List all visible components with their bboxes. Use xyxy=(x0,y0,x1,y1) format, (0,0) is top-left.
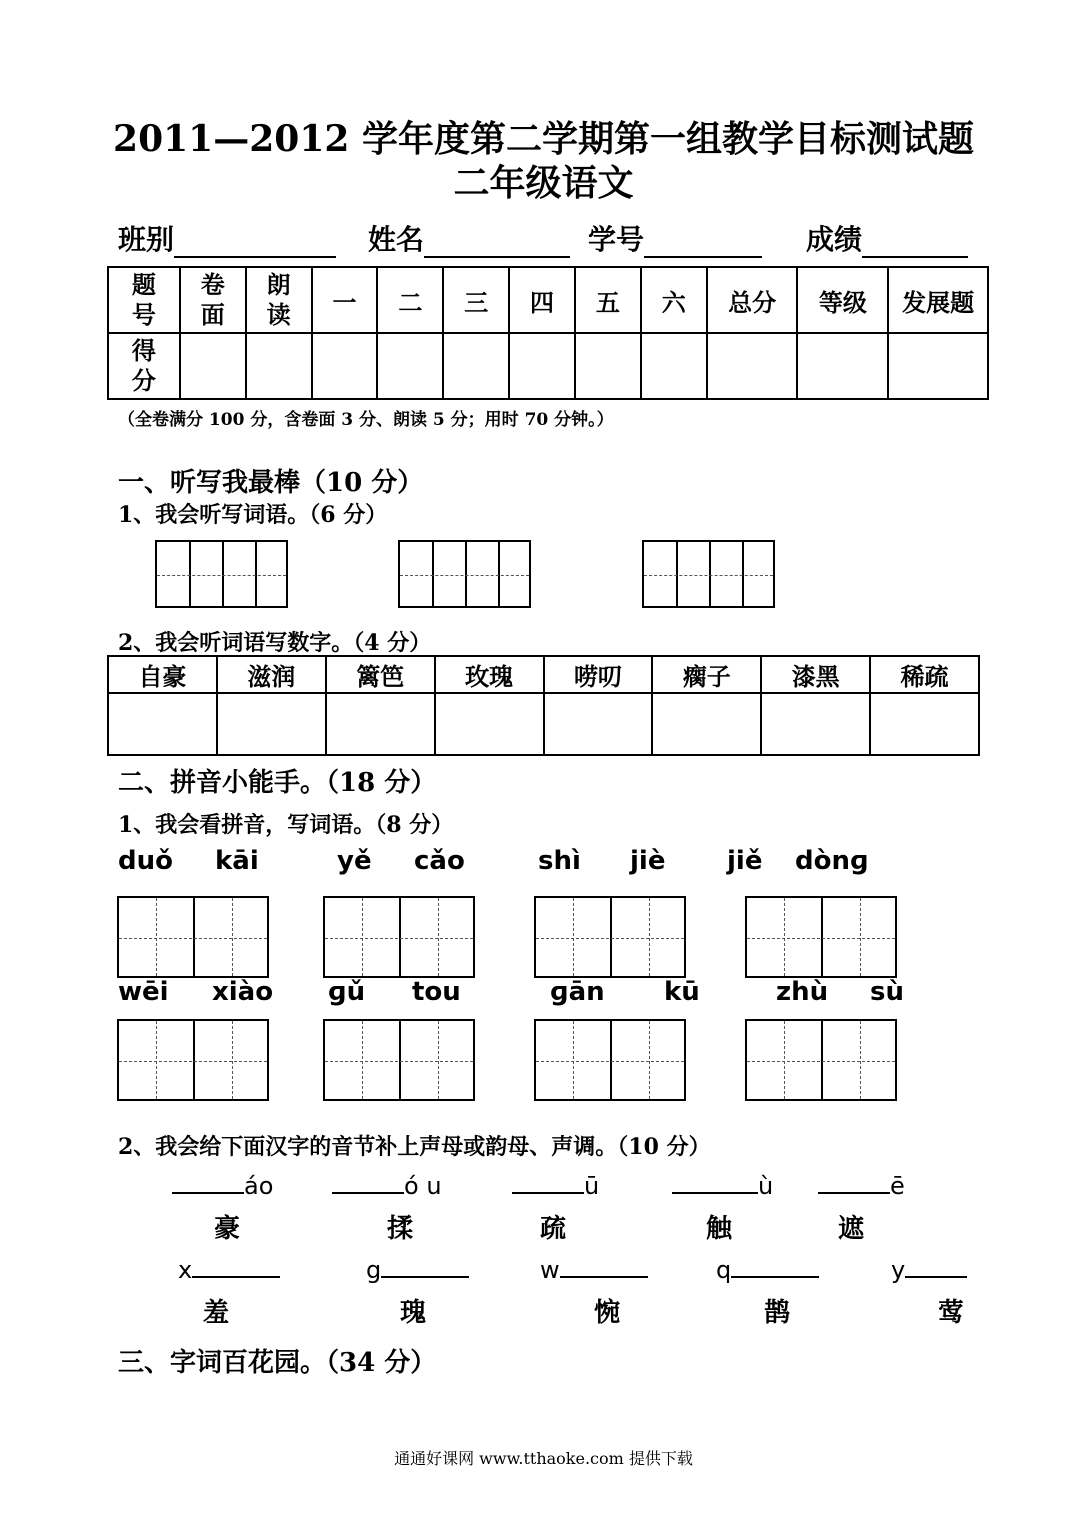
syllable-suffix: ū xyxy=(584,1172,600,1200)
tian-ge-box[interactable] xyxy=(323,896,475,978)
section1-q2: 2、我会听词语写数字。（4 分） xyxy=(118,630,432,656)
syllable-blank-item[interactable] xyxy=(540,1252,648,1284)
answer-cell[interactable] xyxy=(108,693,217,755)
score-header-row xyxy=(108,267,988,333)
score-cell[interactable] xyxy=(180,333,246,399)
hanzi-char: 鹊 xyxy=(764,1298,791,1328)
words-table xyxy=(107,655,980,756)
section2-title: 二、拼音小能手。（18 分） xyxy=(118,768,437,798)
syllable-prefix: y xyxy=(891,1256,906,1284)
tian-ge-box[interactable] xyxy=(534,896,686,978)
row-label-cell: 得 分 xyxy=(108,333,180,399)
word-cell: 篱笆 xyxy=(326,656,435,693)
page-title: 2011—2012 学年度第二学期第一组教学目标测试题 xyxy=(113,118,974,160)
tian-ge-box[interactable] xyxy=(534,1019,686,1101)
word-cell: 自豪 xyxy=(108,656,217,693)
score-table xyxy=(107,266,989,400)
score-cell[interactable] xyxy=(509,333,575,399)
pinyin-label: cǎo xyxy=(414,846,465,876)
answer-cell[interactable] xyxy=(544,693,653,755)
tian-ge-box[interactable] xyxy=(323,1019,475,1101)
answer-cell[interactable] xyxy=(870,693,979,755)
pinyin-label: ɡǔ xyxy=(328,977,366,1007)
pinyin-label: sù xyxy=(870,977,904,1007)
syllable-blank-item[interactable] xyxy=(512,1168,599,1200)
header-cell: 六 xyxy=(641,267,707,333)
section2-q1: 1、我会看拼音，写词语。（8 分） xyxy=(118,812,454,838)
word-cell: 瘸子 xyxy=(652,656,761,693)
name-label: 姓名 xyxy=(368,223,425,256)
syllable-blank-item[interactable] xyxy=(366,1252,469,1284)
hanzi-char: 莺 xyxy=(938,1298,965,1328)
hanzi-char: 疏 xyxy=(540,1214,567,1244)
syllable-blank[interactable] xyxy=(731,1252,819,1278)
hanzi-char: 遮 xyxy=(838,1214,865,1244)
pinyin-label: duǒ xyxy=(118,846,173,876)
score-blank[interactable] xyxy=(862,226,968,258)
pinyin-label: ɡān xyxy=(550,977,605,1007)
class-label: 班别 xyxy=(118,223,175,256)
score-cell[interactable] xyxy=(443,333,509,399)
answer-cell[interactable] xyxy=(652,693,761,755)
syllable-suffix: ù xyxy=(758,1172,774,1200)
syllable-suffix: áo xyxy=(244,1172,274,1200)
exam-note: （全卷满分 100 分，含卷面 3 分、朗读 5 分；用时 70 分钟。） xyxy=(118,410,614,430)
dictation-box[interactable] xyxy=(642,540,775,608)
header-cell: 三 xyxy=(443,267,509,333)
number-label: 学号 xyxy=(588,223,645,256)
syllable-prefix: w xyxy=(540,1256,560,1284)
hanzi-char: 触 xyxy=(706,1214,733,1244)
header-cell: 一 xyxy=(312,267,378,333)
syllable-blank-item[interactable] xyxy=(716,1252,819,1284)
section1-q1: 1、我会听写词语。（6 分） xyxy=(118,502,388,528)
score-cell[interactable] xyxy=(641,333,707,399)
hanzi-char: 瑰 xyxy=(400,1298,427,1328)
syllable-suffix: ē xyxy=(890,1172,905,1200)
score-cell[interactable] xyxy=(246,333,312,399)
pinyin-label: yě xyxy=(337,846,372,876)
syllable-blank[interactable] xyxy=(192,1252,280,1278)
tian-ge-box[interactable] xyxy=(117,1019,269,1101)
syllable-prefix: q xyxy=(716,1256,732,1284)
header-cell: 二 xyxy=(377,267,443,333)
header-cell: 五 xyxy=(575,267,641,333)
hanzi-char: 惋 xyxy=(594,1298,621,1328)
syllable-blank[interactable] xyxy=(512,1168,584,1194)
syllable-blank[interactable] xyxy=(332,1168,404,1194)
pinyin-label: dònɡ xyxy=(795,846,869,876)
score-cell[interactable] xyxy=(575,333,641,399)
answer-cell[interactable] xyxy=(326,693,435,755)
number-blank[interactable] xyxy=(644,226,762,258)
syllable-blank-item[interactable] xyxy=(332,1168,442,1200)
hanzi-char: 揉 xyxy=(387,1214,414,1244)
pinyin-label: zhù xyxy=(776,977,829,1007)
hanzi-char: 豪 xyxy=(214,1214,241,1244)
syllable-blank-item[interactable] xyxy=(672,1168,773,1200)
word-cell: 漆黑 xyxy=(761,656,870,693)
answer-cell[interactable] xyxy=(217,693,326,755)
header-cell: 发展题 xyxy=(888,267,988,333)
pinyin-label: shì xyxy=(538,846,581,876)
page-footer: 通通好课网 www.tthaoke.com 提供下载 xyxy=(394,1449,693,1468)
pinyin-label: wēi xyxy=(118,977,169,1007)
syllable-blank[interactable] xyxy=(560,1252,648,1278)
header-cell: 题 号 xyxy=(108,267,180,333)
dictation-box[interactable] xyxy=(155,540,288,608)
syllable-blank-item[interactable] xyxy=(818,1168,905,1200)
tian-ge-box[interactable] xyxy=(117,896,269,978)
pinyin-label: kū xyxy=(664,977,700,1007)
word-cell: 滋润 xyxy=(217,656,326,693)
number-field xyxy=(588,218,762,258)
word-cell: 玫瑰 xyxy=(435,656,544,693)
pinyin-label: jiě xyxy=(727,846,763,876)
header-cell: 卷 面 xyxy=(180,267,246,333)
score-cell[interactable] xyxy=(797,333,888,399)
name-field xyxy=(368,218,570,258)
syllable-blank-item[interactable] xyxy=(178,1252,280,1284)
section1-title: 一、听写我最棒（10 分） xyxy=(118,468,424,498)
score-cell[interactable] xyxy=(888,333,988,399)
syllable-blank[interactable] xyxy=(905,1252,967,1278)
pinyin-label: kāi xyxy=(215,846,259,876)
pinyin-label: tou xyxy=(412,977,461,1007)
tian-ge-box[interactable] xyxy=(745,896,897,978)
hanzi-char: 羞 xyxy=(203,1298,230,1328)
section2-q2: 2、我会给下面汉字的音节补上声母或韵母、声调。（10 分） xyxy=(118,1134,711,1160)
answer-cell[interactable] xyxy=(435,693,544,755)
words-header-row xyxy=(108,656,979,693)
syllable-blank-item[interactable] xyxy=(891,1252,967,1284)
class-field xyxy=(118,218,336,258)
class-blank[interactable] xyxy=(174,226,336,258)
header-cell: 等级 xyxy=(797,267,888,333)
score-label: 成绩 xyxy=(806,223,863,256)
score-field xyxy=(806,218,968,258)
score-cell[interactable] xyxy=(312,333,378,399)
syllable-blank[interactable] xyxy=(672,1168,758,1194)
header-cell: 总分 xyxy=(707,267,798,333)
dictation-box[interactable] xyxy=(398,540,531,608)
pinyin-label: jiè xyxy=(630,846,666,876)
syllable-blank[interactable] xyxy=(381,1252,469,1278)
pinyin-label: xiào xyxy=(212,977,274,1007)
syllable-blank[interactable] xyxy=(172,1168,244,1194)
section3-title: 三、字词百花园。（34 分） xyxy=(118,1348,437,1378)
header-cell: 四 xyxy=(509,267,575,333)
words-answer-row xyxy=(108,693,979,755)
page-subtitle: 二年级语文 xyxy=(453,162,634,204)
score-cell[interactable] xyxy=(707,333,798,399)
word-cell: 唠叨 xyxy=(544,656,653,693)
syllable-suffix: ó u xyxy=(404,1172,442,1200)
syllable-prefix: x xyxy=(178,1256,193,1284)
score-value-row xyxy=(108,333,988,399)
syllable-prefix: g xyxy=(366,1256,382,1284)
syllable-blank[interactable] xyxy=(818,1168,890,1194)
tian-ge-box[interactable] xyxy=(745,1019,897,1101)
header-cell: 朗 读 xyxy=(246,267,312,333)
syllable-blank-item[interactable] xyxy=(172,1168,273,1200)
name-blank[interactable] xyxy=(424,226,570,258)
word-cell: 稀疏 xyxy=(870,656,979,693)
answer-cell[interactable] xyxy=(761,693,870,755)
score-cell[interactable] xyxy=(377,333,443,399)
